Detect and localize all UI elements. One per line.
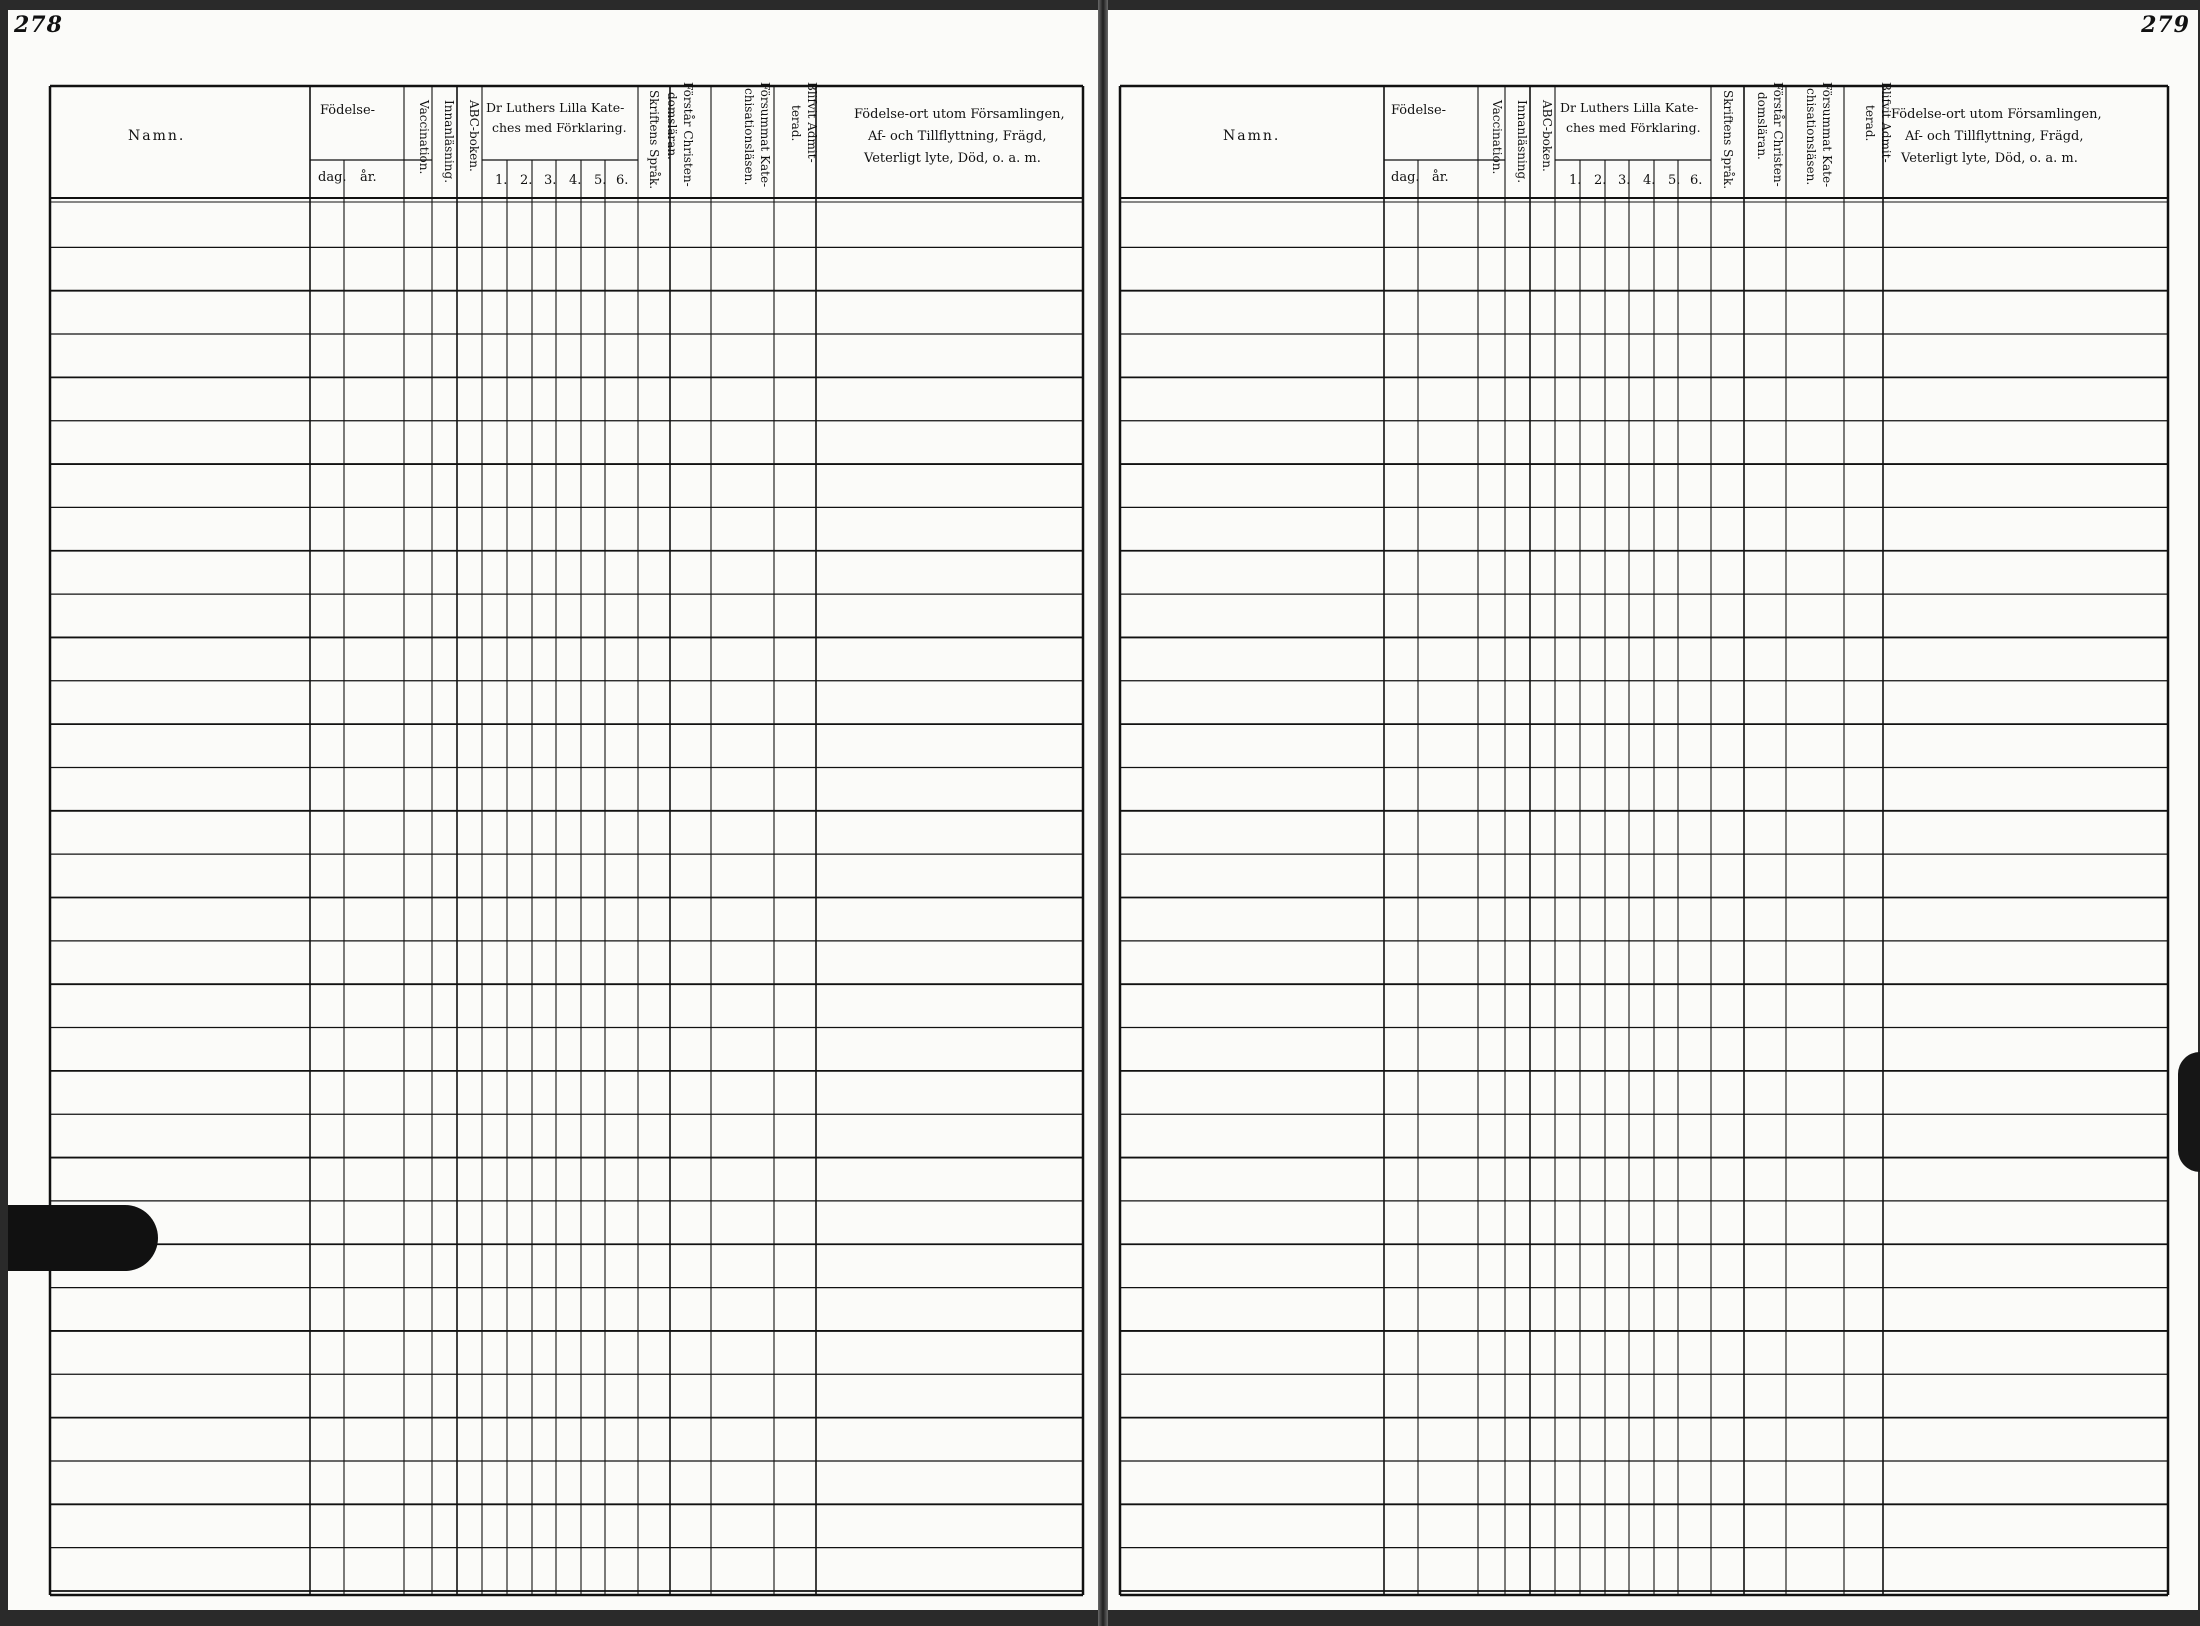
left-header-cat-5: 5. bbox=[594, 173, 607, 188]
right-header-cat-2: 2. bbox=[1594, 173, 1607, 188]
left-header-cat-4: 4. bbox=[569, 173, 582, 188]
left-header-cat-6: 6. bbox=[616, 173, 629, 188]
right-page-number: 279 bbox=[2141, 12, 2190, 38]
right-header-remarks-2: Af- och Tillflyttning, Frägd, bbox=[1905, 129, 2084, 144]
right-header-understands-2: domsläran. bbox=[1754, 92, 1769, 160]
right-page bbox=[1108, 10, 2198, 1610]
right-header-neglected-2: chisationsläsen. bbox=[1803, 88, 1818, 186]
left-header-abc-book: ABC-boken. bbox=[466, 100, 481, 172]
left-header-bible-history: Skriftens Språk. bbox=[646, 90, 661, 190]
right-ledger-grid bbox=[1108, 10, 2198, 1610]
right-header-neglected-1: Försummat Kate- bbox=[1819, 82, 1834, 188]
left-header-cat-2: 2. bbox=[520, 173, 533, 188]
left-header-remarks-2: Af- och Tillflyttning, Frägd, bbox=[868, 129, 1047, 144]
right-header-catechism-2: ches med Förklaring. bbox=[1566, 120, 1701, 135]
right-header-birth: Födelse- bbox=[1391, 103, 1447, 118]
left-header-neglected-2: chisationsläsen. bbox=[741, 88, 756, 186]
right-header-cat-3: 3. bbox=[1618, 173, 1631, 188]
left-header-understands-1: Förstår Christen- bbox=[680, 82, 695, 187]
left-header-reading: Innanläsning. bbox=[441, 100, 456, 184]
left-header-remarks-3: Veterligt lyte, Död, o. a. m. bbox=[864, 151, 1041, 166]
left-page bbox=[8, 10, 1098, 1610]
left-header-understands-2: domsläran. bbox=[664, 92, 679, 160]
right-header-understands-1: Förstår Christen- bbox=[1770, 82, 1785, 187]
right-header-cat-4: 4. bbox=[1643, 173, 1656, 188]
right-header-cat-5: 5. bbox=[1668, 173, 1681, 188]
right-header-name: Namn. bbox=[1223, 128, 1281, 144]
left-page-number: 278 bbox=[14, 12, 63, 38]
right-header-reading: Innanläsning. bbox=[1514, 100, 1529, 184]
right-header-cat-1: 1. bbox=[1569, 173, 1582, 188]
left-header-admitted-1: Blifvit Admit- bbox=[804, 82, 819, 163]
right-header-birth-day: dag. bbox=[1391, 170, 1420, 185]
right-header-admitted-2: terad. bbox=[1862, 105, 1877, 142]
left-header-birth-year: år. bbox=[360, 170, 377, 185]
right-header-bible-history: Skriftens Språk. bbox=[1720, 90, 1735, 190]
left-header-catechism-2: ches med Förklaring. bbox=[492, 120, 627, 135]
right-header-cat-6: 6. bbox=[1690, 173, 1703, 188]
left-header-birth-day: dag. bbox=[318, 170, 347, 185]
right-header-remarks-3: Veterligt lyte, Död, o. a. m. bbox=[1901, 151, 2078, 166]
left-header-cat-1: 1. bbox=[495, 173, 508, 188]
right-header-catechism-1: Dr Luthers Lilla Kate- bbox=[1560, 100, 1699, 115]
right-header-vaccination: Vaccination. bbox=[1489, 100, 1504, 175]
left-header-name: Namn. bbox=[128, 128, 186, 144]
left-header-birth: Födelse- bbox=[320, 103, 376, 118]
left-header-neglected-1: Försummat Kate- bbox=[757, 82, 772, 188]
left-header-catechism-1: Dr Luthers Lilla Kate- bbox=[486, 100, 625, 115]
left-header-remarks-1: Födelse-ort utom Församlingen, bbox=[854, 107, 1065, 122]
book-gutter bbox=[1098, 0, 1108, 1626]
left-header-admitted-2: terad. bbox=[788, 105, 803, 142]
page-clip-shadow bbox=[2178, 1052, 2200, 1172]
left-header-cat-3: 3. bbox=[544, 173, 557, 188]
left-header-vaccination: Vaccination. bbox=[416, 100, 431, 175]
right-header-admitted-1: Blifvit Admit- bbox=[1878, 82, 1893, 163]
right-header-birth-year: år. bbox=[1432, 170, 1449, 185]
right-header-abc-book: ABC-boken. bbox=[1539, 100, 1554, 172]
thumb-shadow bbox=[8, 1205, 158, 1271]
right-header-remarks-1: Födelse-ort utom Församlingen, bbox=[1891, 107, 2102, 122]
left-ledger-grid bbox=[8, 10, 1098, 1610]
